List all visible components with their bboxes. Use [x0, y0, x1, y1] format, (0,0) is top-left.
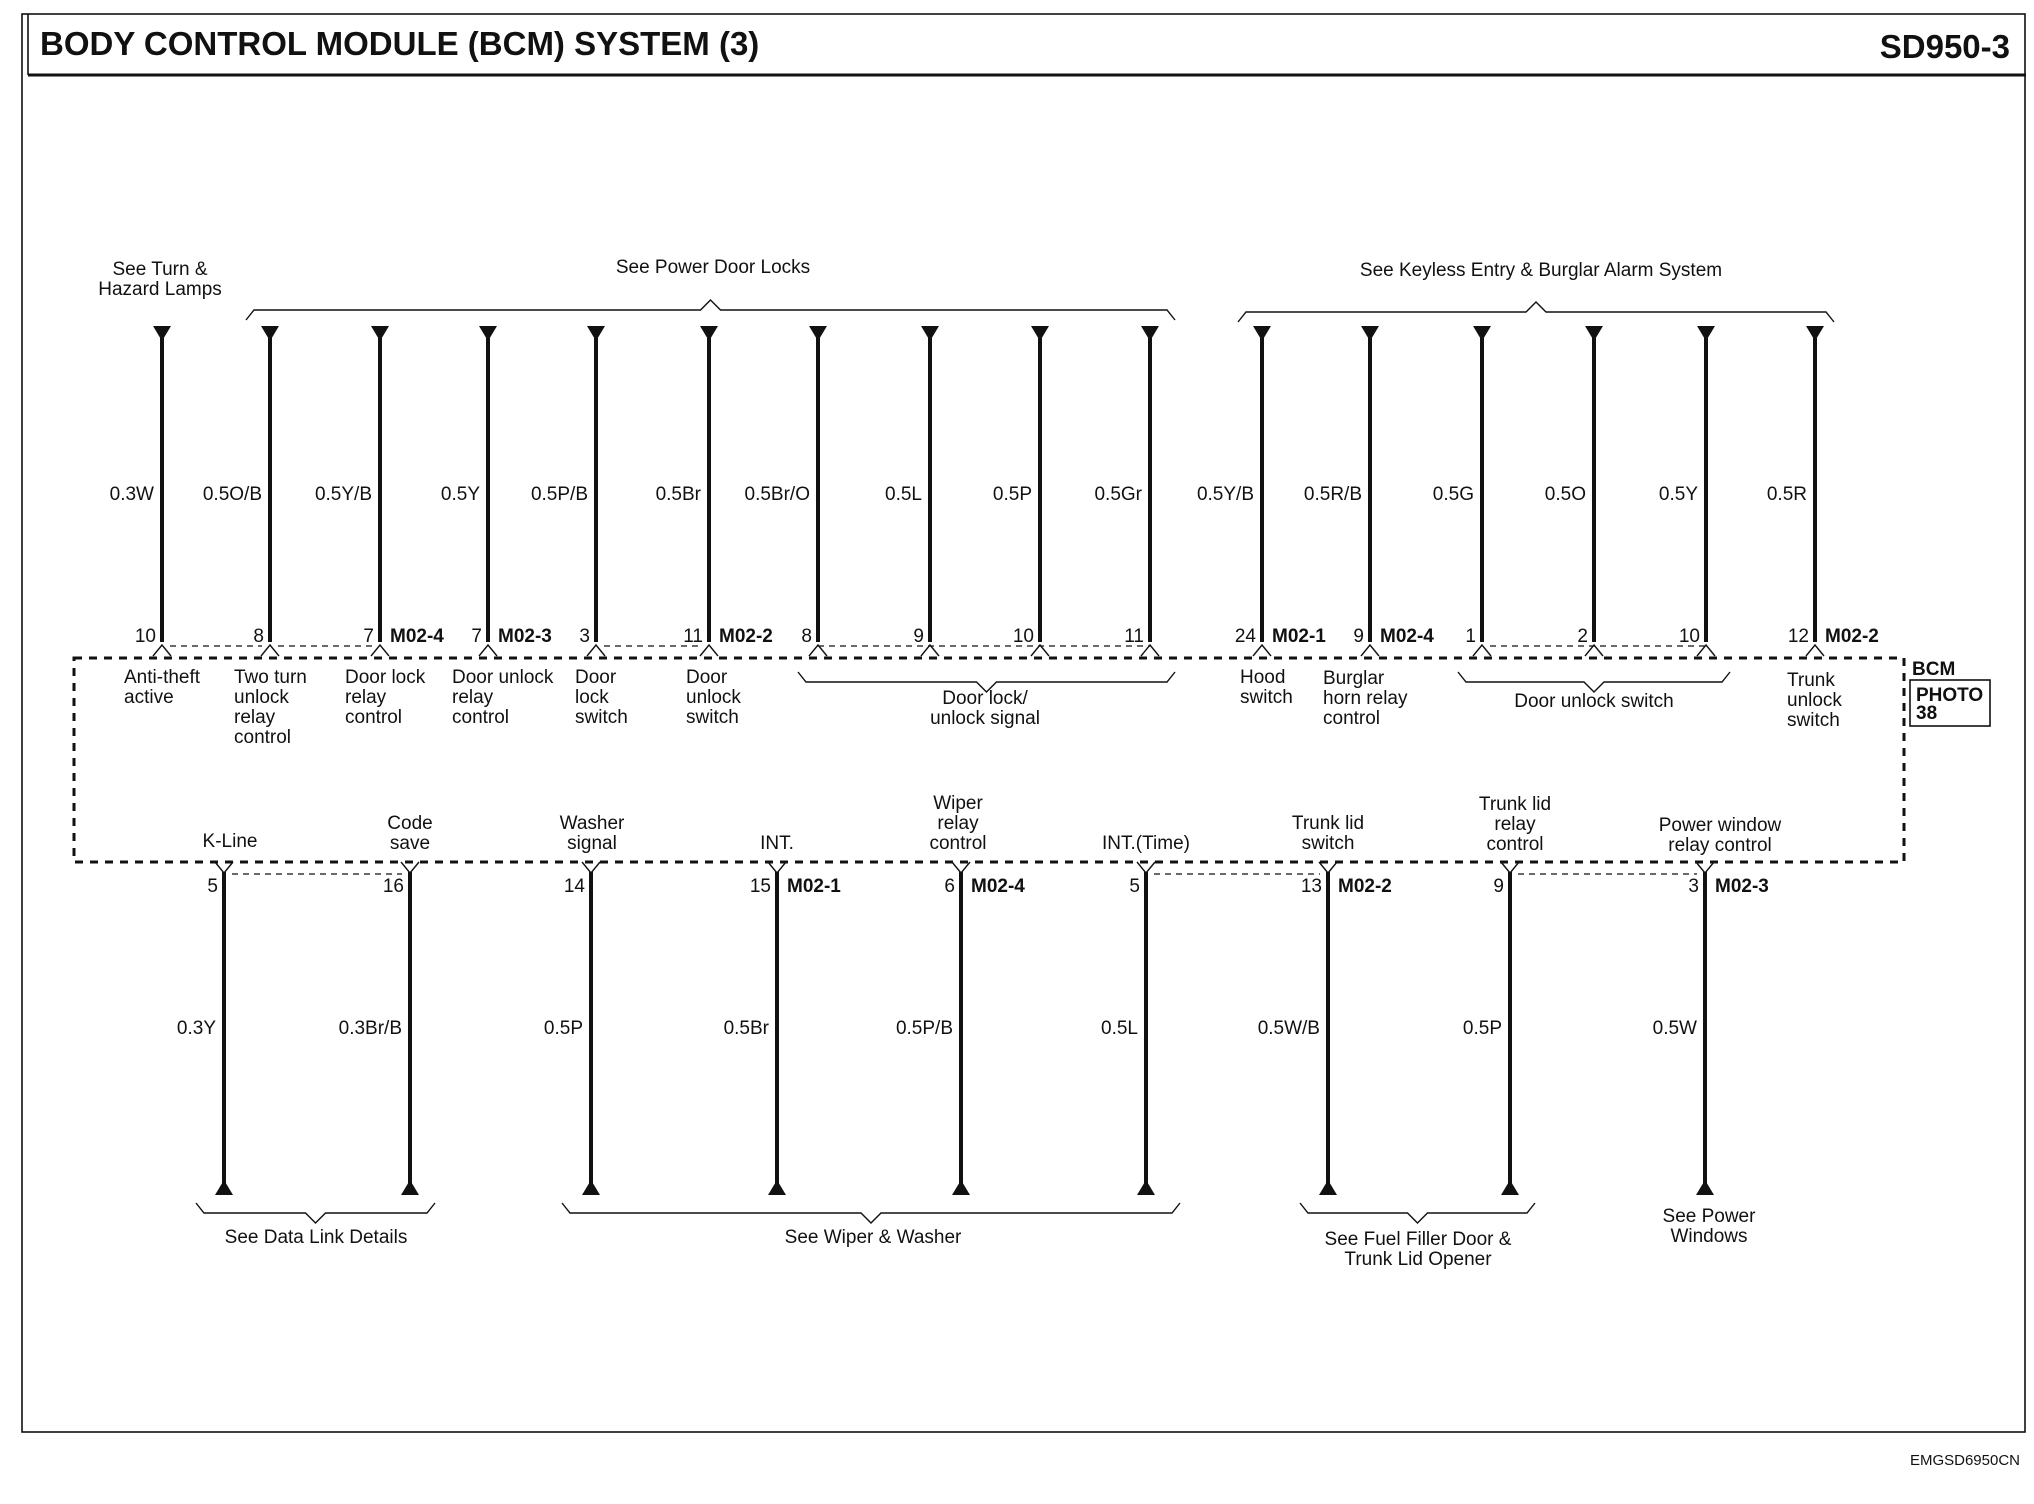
top-wire-6: [745, 326, 827, 656]
bottom-function-0-line: K-Line: [202, 831, 258, 852]
connector-id: M02-2: [1825, 626, 1879, 647]
bottom-wire-4: [896, 862, 1025, 1195]
top-wire-15: [1767, 326, 1879, 656]
pin-number: 14: [563, 876, 585, 897]
wire-arrow-icon: [1137, 1180, 1155, 1195]
page-title: BODY CONTROL MODULE (BCM) SYSTEM (3): [40, 25, 760, 62]
wire-arrow-icon: [1501, 1180, 1519, 1195]
bottom-group-label-0-line: See Data Link Details: [224, 1227, 408, 1248]
bottom-wire-2: [544, 862, 600, 1195]
bottom-function-4: [929, 793, 986, 854]
connector-id: M02-4: [390, 626, 444, 647]
wire-gauge: 0.5Y: [1658, 484, 1698, 505]
wire-gauge: 0.3Y: [176, 1018, 216, 1039]
connector-id: M02-1: [1272, 626, 1326, 647]
wire-gauge: 0.3Br/B: [338, 1018, 402, 1039]
connector-id: M02-3: [498, 626, 552, 647]
top-function-10-line: unlock: [1787, 690, 1842, 711]
top-function-3-line: Door unlock: [452, 667, 554, 688]
bottom-function-7-line: control: [1486, 834, 1544, 855]
pin-number: 15: [749, 876, 771, 897]
top-function-8-line: horn relay: [1323, 688, 1408, 709]
pin-number: 8: [253, 626, 264, 647]
bottom-wire-8: [1653, 862, 1769, 1195]
top-function-1-line: unlock: [234, 687, 289, 708]
top-function-4-line: switch: [575, 707, 628, 728]
pin-number: 9: [913, 626, 924, 647]
bottom-function-labels: [203, 793, 1782, 856]
terminal-icon: [1319, 862, 1337, 873]
bottom-function-5-line: INT.(Time): [1102, 833, 1190, 854]
bottom-function-7-line: Trunk lid: [1478, 794, 1552, 815]
bottom-group-label-0: [225, 1227, 408, 1248]
bottom-function-8: [1659, 815, 1782, 856]
bottom-function-7-line: relay: [1494, 814, 1536, 835]
top-wire-8: [993, 326, 1049, 656]
top-wire-4: [531, 326, 605, 656]
terminal-icon: [1501, 862, 1519, 873]
wire-gauge: 0.5P: [543, 1018, 583, 1039]
connector-id: M02-1: [787, 876, 841, 897]
top-function-2-line: relay: [345, 687, 387, 708]
top-reference-group-labels: [98, 257, 1722, 300]
top-function-2-line: control: [345, 707, 403, 728]
top-wire-0: [110, 326, 171, 656]
pin-number: 24: [1234, 626, 1256, 647]
wire-arrow-icon: [1319, 1180, 1337, 1195]
wire-gauge: 0.5W/B: [1257, 1018, 1320, 1039]
pin-number: 5: [1129, 876, 1140, 897]
terminal-icon: [401, 862, 419, 873]
wire-gauge: 0.5P: [1462, 1018, 1502, 1039]
bottom-function-8-line: relay control: [1668, 835, 1772, 856]
top-function-4-line: Door: [575, 667, 617, 688]
top-wire-1: [203, 326, 279, 656]
top-function-1: [234, 667, 307, 748]
bottom-wire-6: [1258, 862, 1392, 1195]
wire-gauge: 0.5L: [1101, 1018, 1138, 1039]
top-function-9: [1514, 691, 1673, 712]
pin-number: 5: [207, 876, 218, 897]
top-function-4-line: lock: [575, 687, 609, 708]
bottom-function-3: [760, 833, 794, 854]
top-function-7: [1240, 667, 1293, 708]
top-function-5-line: unlock: [686, 687, 741, 708]
wire-gauge: 0.5Y/B: [1196, 484, 1254, 505]
top-function-8-line: control: [1323, 708, 1381, 729]
wire-gauge: 0.5G: [1432, 484, 1474, 505]
photo-ref-line2: 38: [1916, 703, 1938, 724]
bottom-wire-1: [339, 862, 419, 1195]
bottom-function-2-line: Washer: [559, 813, 625, 834]
bottom-group-label-2: [1325, 1229, 1512, 1270]
top-function-2-line: Door lock: [345, 667, 426, 688]
top-function-5-line: switch: [686, 707, 739, 728]
top-function-2: [345, 667, 426, 728]
bottom-wire-0: [177, 862, 233, 1195]
pin-number: 10: [1678, 626, 1700, 647]
top-wire-12: [1433, 326, 1491, 656]
top-function-6-line: Door lock/: [942, 688, 1028, 709]
top-function-0-line: Anti-theft: [124, 667, 201, 688]
pin-number: 11: [683, 626, 703, 647]
bottom-function-4-line: Wiper: [933, 793, 983, 814]
bottom-wire-7: [1463, 862, 1519, 1195]
bottom-function-7: [1479, 794, 1551, 855]
photo-ref-line1: PHOTO: [1916, 685, 1984, 706]
pin-number: 10: [1012, 626, 1034, 647]
bottom-function-6: [1292, 813, 1364, 854]
page-code: SD950-3: [1879, 28, 2010, 65]
top-wire-2: [315, 326, 444, 656]
bottom-group-label-2-line: Trunk Lid Opener: [1344, 1249, 1492, 1270]
bottom-function-8-line: Power window: [1658, 815, 1782, 836]
pin-number: 9: [1493, 876, 1504, 897]
wire-gauge: 0.5L: [885, 484, 922, 505]
wire-gauge: 0.5P/B: [530, 484, 588, 505]
wire-arrow-icon: [768, 1180, 786, 1195]
connector-id: M02-2: [719, 626, 773, 647]
bottom-function-1: [387, 813, 432, 854]
bottom-group-label-3-line: See Power: [1662, 1206, 1756, 1227]
bottom-wires: [177, 862, 1769, 1195]
header: [28, 14, 2026, 75]
terminal-icon: [1696, 862, 1714, 873]
top-wire-14: [1659, 326, 1715, 656]
pin-number: 12: [1787, 626, 1809, 647]
wire-arrow-icon: [1696, 1180, 1714, 1195]
pin-number: 2: [1577, 626, 1588, 647]
connector-id: M02-4: [1380, 626, 1434, 647]
wire-arrow-icon: [215, 1180, 233, 1195]
bottom-group-label-1: [785, 1227, 962, 1248]
pin-number: 7: [471, 626, 482, 647]
connector-id: M02-2: [1338, 876, 1392, 897]
top-function-10-line: Trunk: [1787, 670, 1835, 691]
bottom-function-1-line: Code: [387, 813, 433, 834]
wire-gauge: 0.5W: [1652, 1018, 1697, 1039]
wire-gauge: 0.5Gr: [1094, 484, 1142, 505]
wire-gauge: 0.5O: [1544, 484, 1586, 505]
wire-gauge: 0.5P/B: [895, 1018, 953, 1039]
bottom-function-6-line: switch: [1301, 833, 1355, 854]
terminal-icon: [215, 862, 233, 873]
pin-number: 3: [1688, 876, 1699, 897]
bottom-reference-group-labels: [225, 1206, 1756, 1270]
top-function-8: [1323, 668, 1408, 729]
wire-gauge: 0.5Br: [723, 1018, 769, 1039]
pin-number: 7: [363, 626, 374, 647]
bottom-function-0: [203, 831, 258, 852]
top-function-5: [686, 667, 741, 728]
terminal-icon: [582, 862, 600, 873]
wire-gauge: 0.5Y: [440, 484, 480, 505]
top-group-label-0: [98, 259, 222, 300]
pin-number: 6: [944, 876, 955, 897]
bottom-function-3-line: INT.: [760, 833, 794, 854]
wire-gauge: 0.5R: [1766, 484, 1807, 505]
bottom-group-label-2-line: See Fuel Filler Door &: [1324, 1229, 1512, 1250]
wire-gauge: 0.5Br/O: [744, 484, 810, 505]
bottom-function-6-line: Trunk lid: [1291, 813, 1365, 834]
bcm-label-text: BCM: [1912, 659, 1956, 680]
pin-number: 8: [801, 626, 812, 647]
wire-gauge: 0.5Br: [655, 484, 701, 505]
bottom-wire-3: [724, 862, 842, 1195]
terminal-icon: [1137, 862, 1155, 873]
top-wire-9: [1094, 326, 1159, 656]
bottom-function-5: [1102, 833, 1190, 854]
bottom-group-label-3: [1663, 1206, 1757, 1247]
top-function-7-line: Hood: [1240, 667, 1286, 688]
wiper-washer-brace: [562, 1203, 1180, 1223]
top-function-10: [1787, 670, 1842, 731]
top-function-7-line: switch: [1240, 687, 1293, 708]
bottom-function-4-line: control: [929, 833, 987, 854]
wire-arrow-icon: [582, 1180, 600, 1195]
wire-gauge: 0.5O/B: [202, 484, 262, 505]
top-function-3: [452, 667, 554, 728]
wire-gauge: 0.5R/B: [1303, 484, 1362, 505]
wire-arrow-icon: [952, 1180, 970, 1195]
top-group-label-0-line: See Turn &: [112, 259, 208, 280]
top-function-1-line: Two turn: [234, 667, 307, 688]
pin-number: 10: [134, 626, 156, 647]
top-function-0-line: active: [124, 687, 174, 708]
fuel-filler-brace: [1300, 1203, 1535, 1223]
door-unlock-switch-brace: [1458, 672, 1730, 692]
top-function-3-line: control: [452, 707, 510, 728]
top-group-label-1: [616, 257, 810, 278]
wire-gauge: 0.5Y/B: [314, 484, 372, 505]
pin-number: 16: [382, 876, 404, 897]
bottom-braces: [196, 1203, 1535, 1223]
top-function-9-line: Door unlock switch: [1514, 691, 1674, 712]
bottom-function-1-line: save: [389, 833, 431, 854]
image-code: EMGSD6950CN: [1909, 1452, 2020, 1469]
pin-number: 1: [1465, 626, 1476, 647]
top-function-0: [124, 667, 201, 708]
pin-number: 11: [1124, 626, 1144, 647]
top-function-10-line: switch: [1787, 710, 1840, 731]
top-wire-7: [885, 326, 939, 656]
bottom-function-2-line: signal: [567, 833, 617, 854]
wire-arrow-icon: [401, 1180, 419, 1195]
wire-gauge: 0.5P: [992, 484, 1032, 505]
top-group-label-0-line: Hazard Lamps: [98, 279, 222, 300]
pin-number: 13: [1300, 876, 1322, 897]
top-function-5-line: Door: [686, 667, 728, 688]
bottom-group-label-1-line: See Wiper & Washer: [784, 1227, 962, 1248]
keyless-entry-brace: [1238, 302, 1834, 322]
top-function-1-line: relay: [234, 707, 276, 728]
top-function-4: [575, 667, 628, 728]
terminal-icon: [952, 862, 970, 873]
bottom-wire-5: [1101, 862, 1155, 1195]
pin-number: 3: [579, 626, 590, 647]
connector-id: M02-4: [971, 876, 1025, 897]
top-wire-13: [1545, 326, 1603, 656]
power-door-locks-brace: [246, 300, 1175, 320]
top-function-6-line: unlock signal: [930, 708, 1040, 729]
top-function-3-line: relay: [452, 687, 494, 708]
terminal-icon: [768, 862, 786, 873]
bottom-group-label-3-line: Windows: [1670, 1226, 1748, 1247]
top-function-labels: [124, 667, 1842, 748]
top-wire-11: [1304, 326, 1434, 656]
bottom-function-2: [560, 813, 625, 854]
data-link-brace: [196, 1203, 435, 1223]
top-function-6: [930, 688, 1040, 729]
top-function-8-line: Burglar: [1323, 668, 1385, 689]
top-group-label-1-line: See Power Door Locks: [615, 257, 811, 278]
wire-gauge: 0.3W: [109, 484, 154, 505]
top-group-label-2-line: See Keyless Entry & Burglar Alarm System: [1359, 260, 1723, 281]
top-group-label-2: [1360, 260, 1722, 281]
pin-number: 9: [1353, 626, 1364, 647]
bottom-function-4-line: relay: [937, 813, 979, 834]
top-function-1-line: control: [234, 727, 292, 748]
bcm-label: [1910, 659, 1990, 726]
top-wires: [110, 326, 1879, 656]
connector-id: M02-3: [1715, 876, 1769, 897]
